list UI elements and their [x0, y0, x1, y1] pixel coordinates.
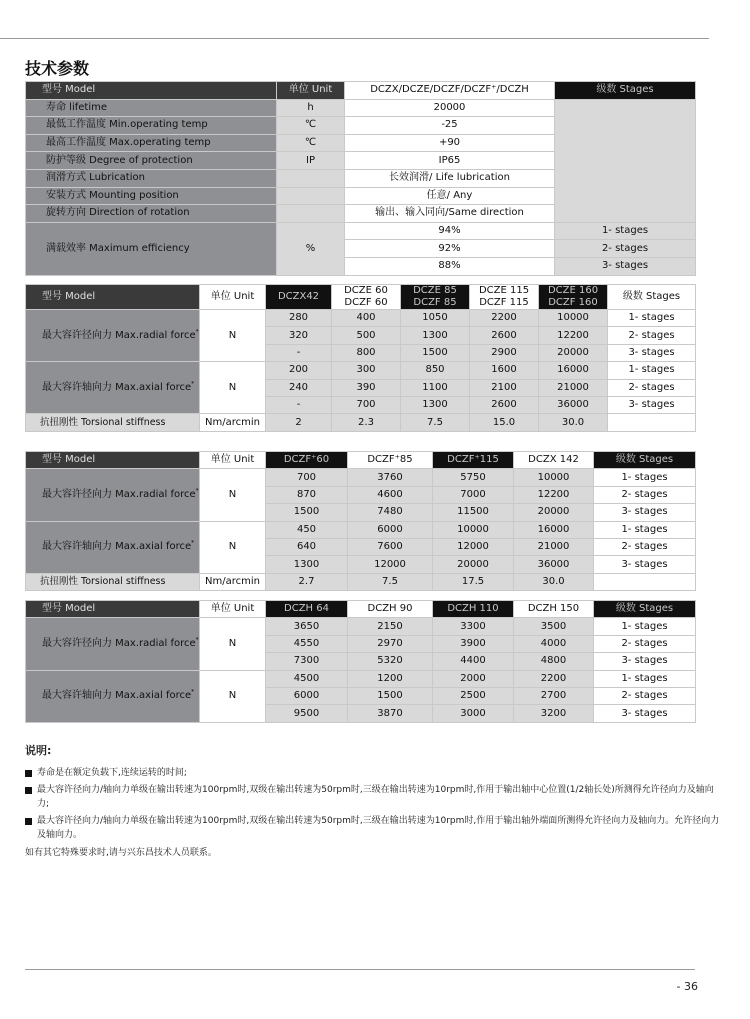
force-value: 2150 [348, 618, 433, 635]
force-value: 3870 [348, 705, 433, 722]
row-value: 20000 [345, 99, 555, 117]
force-value: 280 [266, 310, 332, 327]
radial-force-label: 最大容许径向力 Max.radial force* [26, 618, 200, 670]
row-label: 安装方式 Mounting position [26, 187, 277, 205]
header-unit: 单位 Unit [200, 452, 266, 469]
force-value: 10000 [433, 521, 514, 538]
force-value: 12200 [514, 486, 594, 503]
force-label-text: 最大容许轴向力 Max.axial force [42, 690, 192, 702]
torsion-value: 2.3 [332, 414, 401, 431]
force-value: 300 [332, 362, 401, 379]
torsion-value: 7.5 [401, 414, 470, 431]
bullet-square-icon [25, 787, 32, 794]
row-unit: ℃ [277, 134, 345, 152]
table-row [26, 285, 696, 310]
force-value: 1500 [401, 344, 470, 361]
force-value: 3650 [266, 618, 348, 635]
force-value: 1200 [348, 670, 433, 687]
stage-label: 1- stages [555, 222, 696, 240]
torsion-unit: Nm/arcmin [200, 414, 266, 431]
model-header: DCZE 115 DCZF 115 [470, 285, 539, 310]
force-value: 16000 [514, 521, 594, 538]
axial-force-label: 最大容许轴向力 Max.axial force* [26, 362, 200, 414]
stage-label: 2- stages [594, 687, 696, 704]
force-value: 1500 [266, 504, 348, 521]
header-stages: 级数 Stages [608, 285, 696, 310]
torsion-value: 15.0 [470, 414, 539, 431]
force-value: 6000 [266, 687, 348, 704]
header-stages: 级数 Stages [594, 601, 696, 618]
table-row [26, 452, 696, 469]
stage-label: 2- stages [594, 486, 696, 503]
force-value: 10000 [539, 310, 608, 327]
stage-label: 3- stages [594, 705, 696, 722]
force-value: 4400 [433, 653, 514, 670]
table-row [26, 573, 696, 590]
notes-section [25, 744, 725, 860]
header-stages: 级数 Stages [594, 452, 696, 469]
model-header: DCZH 150 [514, 601, 594, 618]
contact-note: 如有其它特殊要求时,请与兴东昌技术人员联系。 [25, 848, 217, 858]
torsion-value: 2 [266, 414, 332, 431]
force-value: 3300 [433, 618, 514, 635]
torsion-label: 抗扭刚性 Torsional stiffness [26, 573, 200, 590]
force-value: 5320 [348, 653, 433, 670]
force-value: 10000 [514, 469, 594, 486]
force-value: 400 [332, 310, 401, 327]
row-value: -25 [345, 117, 555, 135]
radial-force-label: 最大容许径向力 Max.radial force* [26, 469, 200, 521]
row-unit: ℃ [277, 117, 345, 135]
table-row [26, 601, 696, 618]
force-value: - [266, 396, 332, 413]
force-value: 500 [332, 327, 401, 344]
force-unit: N [200, 670, 266, 722]
header-model: 型号 Model [26, 601, 200, 618]
bullet-square-icon [25, 818, 32, 825]
model-header: DCZH 64 [266, 601, 348, 618]
note-item: 最大容许径向力/轴向力单级在输出转速为100rpm时,双级在输出转速为50rpm时,三级在输出转速为10rpm时,作用于输出轴外端面所测得允许径向力及轴向力。允许径向力及轴向力。 [25, 814, 725, 842]
table-row [26, 82, 696, 100]
stage-label: 1- stages [594, 670, 696, 687]
force-value: 16000 [539, 362, 608, 379]
page-number: - 36 [676, 980, 698, 993]
stages-blank [555, 99, 696, 222]
force-unit: N [200, 310, 266, 362]
force-value: 2200 [470, 310, 539, 327]
header-series: DCZX/DCZE/DCZF/DCZF⁺/DCZH [345, 82, 555, 100]
row-unit: IP [277, 152, 345, 170]
force-value: - [266, 344, 332, 361]
force-value: 4500 [266, 670, 348, 687]
torsion-value: 30.0 [514, 573, 594, 590]
force-value: 3000 [433, 705, 514, 722]
force-label-text: 最大容许轴向力 Max.axial force [42, 381, 192, 393]
torsion-value: 17.5 [433, 573, 514, 590]
torsion-unit: Nm/arcmin [200, 573, 266, 590]
efficiency-value: 94% [345, 222, 555, 240]
row-value: +90 [345, 134, 555, 152]
force-table-dczx-dcze [25, 284, 696, 432]
model-header: DCZE 160 DCZF 160 [539, 285, 608, 310]
force-value: 3500 [514, 618, 594, 635]
force-value: 7000 [433, 486, 514, 503]
torsion-blank [608, 414, 696, 431]
force-value: 4800 [514, 653, 594, 670]
force-value: 1300 [266, 556, 348, 573]
stage-label: 2- stages [608, 327, 696, 344]
force-table-dczf-plus [25, 451, 696, 591]
force-value: 2000 [433, 670, 514, 687]
force-value: 2900 [470, 344, 539, 361]
stage-label: 2- stages [594, 538, 696, 555]
force-value: 2500 [433, 687, 514, 704]
stage-label: 3- stages [608, 396, 696, 413]
header-model: 型号 Model [26, 452, 200, 469]
force-table-dczh [25, 600, 696, 723]
header-model: 型号 Model [26, 82, 277, 100]
efficiency-value: 92% [345, 240, 555, 258]
force-value: 12000 [433, 538, 514, 555]
table-row [26, 99, 696, 117]
row-label: 润滑方式 Lubrication [26, 169, 277, 187]
efficiency-value: 88% [345, 257, 555, 275]
row-value: 输出、输入同向/Same direction [345, 205, 555, 223]
force-label-text: 最大容许径向力 Max.radial force [42, 637, 196, 649]
model-header: DCZF⁺85 [348, 452, 433, 469]
table-row [26, 521, 696, 538]
top-rule [0, 38, 709, 39]
stage-label: 1- stages [608, 310, 696, 327]
force-value: 2600 [470, 396, 539, 413]
efficiency-label: 满载效率 Maximum efficiency [26, 222, 277, 275]
force-label-text: 最大容许轴向力 Max.axial force [42, 541, 192, 553]
force-value: 240 [266, 379, 332, 396]
table-row [26, 618, 696, 635]
row-label: 寿命 lifetime [26, 99, 277, 117]
table-row [26, 222, 696, 240]
stage-label: 3- stages [608, 344, 696, 361]
force-value: 320 [266, 327, 332, 344]
stage-label: 2- stages [555, 240, 696, 258]
force-value: 36000 [539, 396, 608, 413]
force-value: 450 [266, 521, 348, 538]
table-row [26, 670, 696, 687]
force-value: 9500 [266, 705, 348, 722]
force-value: 2700 [514, 687, 594, 704]
force-value: 3200 [514, 705, 594, 722]
row-unit: h [277, 99, 345, 117]
force-value: 800 [332, 344, 401, 361]
force-value: 1300 [401, 396, 470, 413]
model-header: DCZH 110 [433, 601, 514, 618]
model-header: DCZF⁺115 [433, 452, 514, 469]
header-unit: 单位 Unit [200, 285, 266, 310]
model-header: DCZE 85 DCZF 85 [401, 285, 470, 310]
notes-title: 说明: [25, 744, 52, 757]
note-item: 最大容许径向力/轴向力单级在输出转速为100rpm时,双级在输出转速为50rpm时,三级在输出转速为10rpm时,作用于输出轴中心位置(1/2轴长处)所测得允许径向力及轴向力; [25, 783, 725, 811]
force-value: 2970 [348, 635, 433, 652]
force-value: 20000 [539, 344, 608, 361]
force-value: 4000 [514, 635, 594, 652]
axial-force-label: 最大容许轴向力 Max.axial force* [26, 521, 200, 573]
row-value: IP65 [345, 152, 555, 170]
row-label: 旋转方向 Direction of rotation [26, 205, 277, 223]
force-value: 4600 [348, 486, 433, 503]
force-value: 640 [266, 538, 348, 555]
force-unit: N [200, 362, 266, 414]
table-row [26, 469, 696, 486]
note-item: 寿命是在额定负载下,连续运转的时间; [25, 766, 725, 780]
general-specs-table [25, 81, 696, 276]
force-value: 21000 [514, 538, 594, 555]
force-unit: N [200, 521, 266, 573]
stage-label: 1- stages [594, 469, 696, 486]
force-unit: N [200, 469, 266, 521]
header-unit: 单位 Unit [200, 601, 266, 618]
model-header: DCZE 60 DCZF 60 [332, 285, 401, 310]
force-value: 700 [266, 469, 348, 486]
force-value: 390 [332, 379, 401, 396]
force-value: 700 [332, 396, 401, 413]
force-value: 1050 [401, 310, 470, 327]
force-value: 3760 [348, 469, 433, 486]
model-header: DCZF⁺60 [266, 452, 348, 469]
torsion-value: 7.5 [348, 573, 433, 590]
torsion-value: 30.0 [539, 414, 608, 431]
efficiency-unit: % [277, 222, 345, 275]
stage-label: 2- stages [594, 635, 696, 652]
model-header: DCZH 90 [348, 601, 433, 618]
force-value: 11500 [433, 504, 514, 521]
axial-force-label: 最大容许轴向力 Max.axial force* [26, 670, 200, 722]
header-unit: 单位 Unit [277, 82, 345, 100]
row-unit [277, 187, 345, 205]
row-value: 任意/ Any [345, 187, 555, 205]
header-stages: 级数 Stages [555, 82, 696, 100]
bullet-square-icon [25, 770, 32, 777]
force-value: 7300 [266, 653, 348, 670]
force-value: 7600 [348, 538, 433, 555]
row-unit [277, 169, 345, 187]
page-title: 技术参数 [25, 59, 90, 78]
row-unit [277, 205, 345, 223]
force-value: 36000 [514, 556, 594, 573]
force-label-text: 最大容许径向力 Max.radial force [42, 329, 196, 341]
force-value: 850 [401, 362, 470, 379]
force-value: 7480 [348, 504, 433, 521]
force-value: 4550 [266, 635, 348, 652]
row-label: 最高工作温度 Max.operating temp [26, 134, 277, 152]
table-row [26, 414, 696, 431]
row-value: 长效润滑/ Life lubrication [345, 169, 555, 187]
row-label: 防护等级 Degree of protection [26, 152, 277, 170]
force-value: 1500 [348, 687, 433, 704]
force-value: 6000 [348, 521, 433, 538]
force-value: 2600 [470, 327, 539, 344]
stage-label: 1- stages [594, 521, 696, 538]
force-label-text: 最大容许径向力 Max.radial force [42, 488, 196, 500]
force-value: 12000 [348, 556, 433, 573]
force-value: 2100 [470, 379, 539, 396]
stage-label: 3- stages [594, 504, 696, 521]
force-value: 20000 [433, 556, 514, 573]
force-value: 1300 [401, 327, 470, 344]
row-label: 最低工作温度 Min.operating temp [26, 117, 277, 135]
model-header: DCZX42 [266, 285, 332, 310]
force-value: 870 [266, 486, 348, 503]
force-value: 1600 [470, 362, 539, 379]
model-header: DCZX 142 [514, 452, 594, 469]
header-model: 型号 Model [26, 285, 200, 310]
torsion-label: 抗扭刚性 Torsional stiffness [26, 414, 200, 431]
force-unit: N [200, 618, 266, 670]
force-value: 200 [266, 362, 332, 379]
stage-label: 3- stages [594, 556, 696, 573]
stage-label: 1- stages [594, 618, 696, 635]
torsion-blank [594, 573, 696, 590]
force-value: 1100 [401, 379, 470, 396]
force-value: 5750 [433, 469, 514, 486]
table-row [26, 310, 696, 327]
force-value: 3900 [433, 635, 514, 652]
stage-label: 1- stages [608, 362, 696, 379]
force-value: 20000 [514, 504, 594, 521]
force-value: 12200 [539, 327, 608, 344]
table-row [26, 362, 696, 379]
stage-label: 2- stages [608, 379, 696, 396]
radial-force-label: 最大容许径向力 Max.radial force* [26, 310, 200, 362]
torsion-value: 2.7 [266, 573, 348, 590]
force-value: 21000 [539, 379, 608, 396]
stage-label: 3- stages [555, 257, 696, 275]
stage-label: 3- stages [594, 653, 696, 670]
bottom-rule [25, 969, 695, 970]
force-value: 2200 [514, 670, 594, 687]
